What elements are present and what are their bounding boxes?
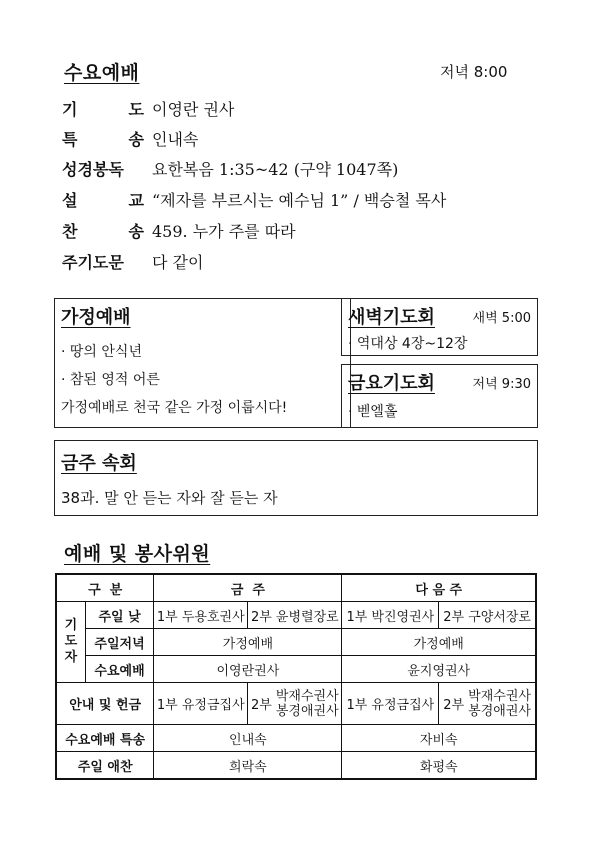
cell: 자비속 xyxy=(342,725,536,752)
label-part: 성경봉독 xyxy=(62,160,124,179)
table-row xyxy=(56,725,536,752)
scripture-value: 요한복음 1:35~42 (구약 1047쪽) xyxy=(152,160,399,179)
sermon-value: “제자를 부르시는 예수님 1” / 백승철 목사 xyxy=(152,191,447,210)
cell-name: 박재수권사 xyxy=(468,688,531,704)
table-row xyxy=(56,629,536,656)
cell: 윤지영권사 xyxy=(342,656,536,683)
cell xyxy=(439,683,536,725)
cell: 2부 구양서장로 xyxy=(439,602,536,629)
row-hymn xyxy=(62,219,296,242)
dawn-prayer-item: · 역대상 4장~12장 xyxy=(348,336,468,352)
friday-prayer-title: 금요기도회 xyxy=(348,373,435,394)
row-scripture xyxy=(62,157,398,180)
cell-prefix: 2부 xyxy=(251,698,272,713)
cell-name: 봉경애권사 xyxy=(468,703,531,719)
table-row xyxy=(56,752,536,780)
dawn-prayer-box xyxy=(341,298,538,356)
label-part: 송 xyxy=(128,222,144,241)
cell: 1부 두용호권사 xyxy=(154,602,248,629)
family-note: 가정예배로 천국 같은 가정 이룹시다! xyxy=(61,400,288,416)
label-part: 설 xyxy=(62,191,78,210)
staff-table xyxy=(55,573,537,780)
cell: 이영란권사 xyxy=(154,656,342,683)
staff-title: 예배 및 봉사위원 xyxy=(64,543,211,565)
cell-meeting-box xyxy=(54,440,538,516)
row-sermon xyxy=(62,188,446,211)
wednesday-title: 수요예배 xyxy=(64,62,140,84)
prayer-value: 이영란 권사 xyxy=(152,100,235,119)
row-label: 주일 낮 xyxy=(85,602,154,629)
label-part: 특 xyxy=(62,130,78,149)
row-label: 수요예배 특송 xyxy=(56,725,154,752)
row-special-song xyxy=(62,127,198,150)
label-part: 도 xyxy=(128,100,144,119)
friday-prayer-time: 저녁 9:30 xyxy=(472,377,531,392)
lords-prayer-value: 다 같이 xyxy=(152,253,204,272)
cell-name: 박재수권사 xyxy=(275,688,339,704)
family-worship-title: 가정예배 xyxy=(61,307,131,328)
cell xyxy=(248,683,342,725)
cell: 인내속 xyxy=(154,725,342,752)
table-row xyxy=(56,574,536,602)
dawn-prayer-title: 새벽기도회 xyxy=(348,307,435,328)
header-this-week: 금 주 xyxy=(154,574,342,602)
row-label: 안내 및 헌금 xyxy=(56,683,154,725)
cell: 희락속 xyxy=(154,752,342,780)
cell-meeting-text: 38과. 말 안 듣는 자와 잘 듣는 자 xyxy=(61,489,278,507)
row-lords-prayer xyxy=(62,250,203,273)
row-prayer xyxy=(62,97,234,120)
dawn-prayer-time: 새벽 5:00 xyxy=(472,311,531,326)
label-part: 찬 xyxy=(62,222,78,241)
row-label: 주일 애찬 xyxy=(56,752,154,780)
cell: 가정예배 xyxy=(342,629,536,656)
prayer-group-label: 기도자 xyxy=(56,602,85,683)
family-worship-box xyxy=(54,298,351,428)
label-part: 교 xyxy=(128,191,144,210)
cell: 1부 유정금집사 xyxy=(154,683,248,725)
family-item: · 참된 영적 어른 xyxy=(61,372,160,388)
cell: 2부 윤병렬장로 xyxy=(248,602,342,629)
cell: 화평속 xyxy=(342,752,536,780)
label-part: 주기도문 xyxy=(62,253,124,272)
cell: 1부 유정금집사 xyxy=(342,683,439,725)
friday-prayer-item: · 벧엘홀 xyxy=(348,404,398,420)
hymn-value: 459. 누가 주를 따라 xyxy=(152,222,296,241)
row-label: 수요예배 xyxy=(85,656,154,683)
table-row xyxy=(56,683,536,725)
cell: 1부 박진영권사 xyxy=(342,602,439,629)
label-part: 송 xyxy=(128,130,144,149)
row-label: 주일저녁 xyxy=(85,629,154,656)
special-song-value: 인내속 xyxy=(152,130,199,149)
cell-meeting-title: 금주 속회 xyxy=(61,453,137,474)
header-category: 구 분 xyxy=(56,574,154,602)
header-next-week: 다 음 주 xyxy=(342,574,536,602)
wednesday-time: 저녁 8:00 xyxy=(440,63,508,81)
cell-prefix: 2부 xyxy=(443,698,465,713)
cell: 가정예배 xyxy=(154,629,342,656)
cell-name: 봉경애권사 xyxy=(275,703,339,719)
label-part: 기 xyxy=(62,100,78,119)
friday-prayer-box xyxy=(341,364,538,428)
table-row xyxy=(56,656,536,683)
family-item: · 땅의 안식년 xyxy=(61,344,142,360)
table-row xyxy=(56,602,536,629)
